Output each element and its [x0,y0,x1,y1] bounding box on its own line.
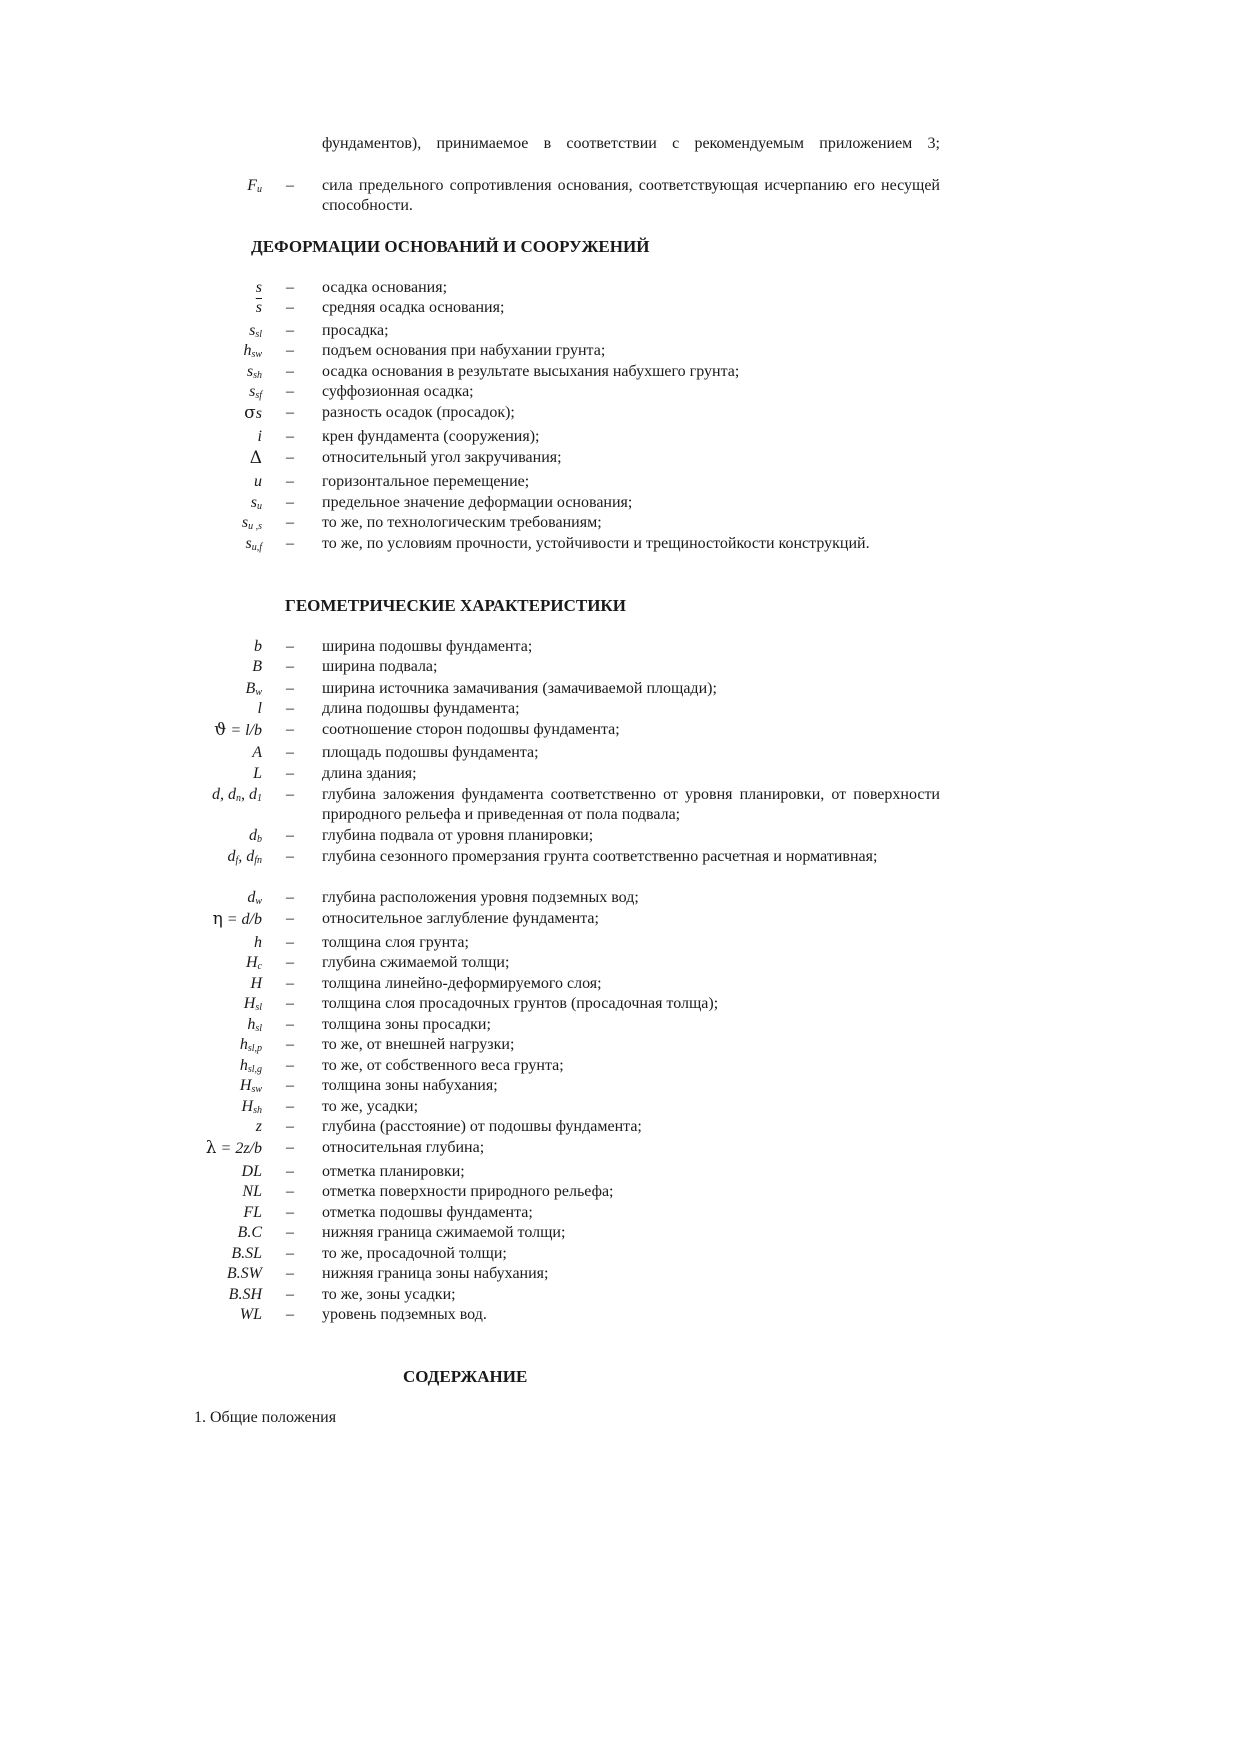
definition-row [180,974,940,994]
symbol: $h_{sl,g}$ [239,1057,262,1075]
dash: – [286,700,294,717]
definition-text: ширина источника замачивания (замачиваемой площади); [322,680,717,697]
definition-text: толщина зоны просадки; [322,1016,491,1033]
dash: – [286,177,294,194]
dash: – [286,848,294,865]
symbol: $d_f$, $d_{fn}$ [227,848,262,866]
definition-text: осадка основания; [322,279,448,296]
definition-text: толщина слоя грунта; [322,934,469,951]
definition-row [180,1097,940,1117]
symbol: l [257,700,262,717]
definition-text: толщина зоны набухания; [322,1077,498,1094]
dash: – [286,363,294,380]
dash: – [286,1306,294,1323]
definition-text: то же, просадочной толщи; [322,1245,507,1262]
definition-text: глубина расположения уровня подземных вод; [322,889,639,906]
symbol: η = d/b [212,909,262,929]
symbol: $h_{sw}$ [243,342,262,360]
definition-text: относительное заглубление фундамента; [322,910,599,927]
dash: – [286,658,294,675]
definition-row [180,679,940,699]
dash: – [286,680,294,697]
dash: – [286,954,294,971]
definition-row [180,1076,940,1096]
definition-row [180,427,940,447]
definition-row [180,176,940,216]
section-heading-deformations: ДЕФОРМАЦИИ ОСНОВАНИЙ И СООРУЖЕНИЙ [251,237,650,256]
dash: – [286,473,294,490]
definition-text: то же, усадки; [322,1098,419,1115]
dash: – [286,910,294,927]
definition-text: ширина подошвы фундамента; [322,638,533,655]
dash: – [286,1183,294,1200]
symbol: B.SW [226,1265,262,1282]
section-heading-geometry: ГЕОМЕТРИЧЕСКИЕ ХАРАКТЕРИСТИКИ [285,596,626,615]
dash: – [286,1204,294,1221]
definition-row [180,847,940,887]
definition-row [180,298,940,318]
dash: – [286,1016,294,1033]
dash: – [286,383,294,400]
symbol: $H_c$ [245,954,262,972]
symbol: $d_w$ [247,889,262,907]
symbol: B.SL [231,1245,262,1262]
symbol: $s_{u,f}$ [245,535,262,553]
symbol: $\overline{s}$ [255,299,262,316]
symbol: L [253,765,262,782]
dash: – [286,404,294,421]
dash: – [286,995,294,1012]
definition-text: горизонтальное перемещение; [322,473,530,490]
definition-row [180,1203,940,1223]
symbol: σs [244,403,262,423]
definition-text: глубина сезонного промерзания грунта соответственно расчетная и нормативная; [322,848,878,865]
dash: – [286,428,294,445]
definition-text: фундаментов), принимаемое в соответствии с рекомендуемым приложением 3; [322,135,940,152]
definition-text: площадь подошвы фундамента; [322,744,539,761]
symbol: A [252,744,262,761]
dash: – [286,322,294,339]
definition-row [180,933,940,953]
dash: – [286,1118,294,1135]
definition-row [180,743,940,763]
symbol: $h_{sl,p}$ [239,1036,262,1054]
contents-item[interactable]: 1. Общие положения [194,1409,337,1426]
dash: – [286,342,294,359]
symbol: z [255,1118,262,1135]
definition-text: глубина заложения фундамента соответственно от уровня планировки, от поверхности природного рельефа и приведенная от пола подвала; [322,786,940,823]
definition-row [180,657,940,677]
symbol: $h_{sl}$ [247,1016,262,1034]
definition-text: то же, от собственного веса грунта; [322,1057,564,1074]
dash: – [286,1077,294,1094]
definition-text: отметка поверхности природного рельефа; [322,1183,614,1200]
definition-row [180,278,940,298]
definition-row [180,1264,940,1284]
dash: – [286,535,294,552]
symbol: $s_{sf}$ [249,383,262,401]
definition-text: толщина линейно-деформируемого слоя; [322,975,602,992]
dash: – [286,786,294,803]
definition-row [180,826,940,846]
dash: – [286,494,294,511]
definition-text: то же, зоны усадки; [322,1286,456,1303]
symbol: FL [243,1204,262,1221]
dash: – [286,765,294,782]
definition-row [180,321,940,341]
definition-text: уровень подземных вод. [322,1306,487,1323]
definition-text: отметка подошвы фундамента; [322,1204,533,1221]
symbol: d, $d_n$, $d_1$ [212,786,262,804]
definition-text: ширина подвала; [322,658,438,675]
definition-text: крен фундамента (сооружения); [322,428,540,445]
symbol: $s_{u ,s}$ [241,514,262,532]
definition-row [180,1244,940,1264]
symbol: λ = 2z/b [205,1138,262,1158]
definition-text: длина подошвы фундамента; [322,700,520,717]
definition-text: относительный угол закручивания; [322,449,562,466]
definition-row [180,1182,940,1202]
dash: – [286,721,294,738]
symbol: ϑ = l/b [214,720,262,740]
definition-row [180,493,940,513]
symbol: s [255,279,262,296]
definition-text: предельное значение деформации основания; [322,494,633,511]
definition-text: сила предельного сопротивления основания, соответствующая исчерпанию его несущей способности. [322,177,940,214]
dash: – [286,638,294,655]
definition-row [180,534,940,574]
dash: – [286,1286,294,1303]
definition-text: разность осадок (просадок); [322,404,515,421]
definition-row [180,994,940,1014]
definition-row [180,472,940,492]
dash: – [286,827,294,844]
definition-text: нижняя граница зоны набухания; [322,1265,549,1282]
definition-text: то же, по условиям прочности, устойчивости и трещиностойкости конструкций. [322,535,870,552]
definition-row [180,909,940,929]
symbol: $H_{sl}$ [243,995,262,1013]
definition-row [180,513,940,533]
symbol: H [250,975,262,992]
dash: – [286,449,294,466]
dash: – [286,1057,294,1074]
dash: – [286,514,294,531]
symbol: $s_u$ [250,494,262,512]
definition-text: подъем основания при набухании грунта; [322,342,606,359]
symbol: $s_{sh}$ [246,363,262,381]
symbol: $d_b$ [249,827,262,845]
definition-row [180,699,940,719]
definition-row [180,720,940,740]
dash: – [286,1265,294,1282]
definition-text: осадка основания в результате высыхания набухшего грунта; [322,363,740,380]
symbol: u [254,473,262,490]
dash: – [286,299,294,316]
definition-text: длина здания; [322,765,417,782]
definition-text: глубина (расстояние) от подошвы фундамента; [322,1118,642,1135]
definition-row [180,1162,940,1182]
definition-text: то же, по технологическим требованиям; [322,514,602,531]
definition-text: глубина подвала от уровня планировки; [322,827,594,844]
symbol: $s_{sl}$ [249,322,262,340]
symbol: i [257,428,262,445]
definition-row [180,362,940,382]
definition-text: нижняя граница сжимаемой толщи; [322,1224,566,1241]
symbol: $H_{sw}$ [239,1077,262,1095]
definition-row [180,888,940,908]
definition-text: относительная глубина; [322,1139,485,1156]
symbol: Δ [249,448,262,468]
definition-row [180,448,940,468]
definition-text: то же, от внешней нагрузки; [322,1036,515,1053]
definition-row [180,1285,940,1305]
dash: – [286,1245,294,1262]
definition-row [180,403,940,423]
symbol: $B_w$ [245,680,262,698]
definition-row [180,785,940,825]
definition-row [180,1117,940,1137]
definition-text: отметка планировки; [322,1163,465,1180]
definition-text: глубина сжимаемой толщи; [322,954,510,971]
symbol: B.C [237,1224,262,1241]
definition-row [180,637,940,657]
dash: – [286,744,294,761]
symbol: DL [241,1163,262,1180]
definition-text: суффозионная осадка; [322,383,474,400]
definition-text: толщина слоя просадочных грунтов (просадочная толща); [322,995,719,1012]
symbol: B.SH [228,1286,262,1303]
dash: – [286,889,294,906]
dash: – [286,975,294,992]
definition-text: средняя осадка основания; [322,299,505,316]
dash: – [286,279,294,296]
definition-row [180,382,940,402]
definition-text: просадка; [322,322,389,339]
definition-row [180,1305,940,1325]
symbol: $F_u$ [247,177,262,195]
symbol: b [254,638,262,655]
definition-row [180,1015,940,1035]
definition-row [180,1056,940,1076]
dash: – [286,1098,294,1115]
definition-row [180,1223,940,1243]
dash: – [286,934,294,951]
dash: – [286,1036,294,1053]
dash: – [286,1139,294,1156]
symbol: WL [239,1306,262,1323]
definition-row [180,764,940,784]
symbol: NL [242,1183,262,1200]
contents-heading: СОДЕРЖАНИЕ [403,1367,528,1386]
symbol: h [254,934,262,951]
dash: – [286,1163,294,1180]
definition-row [180,341,940,361]
symbol: $H_{sh}$ [241,1098,262,1116]
definition-row [180,1035,940,1055]
definition-text: соотношение сторон подошвы фундамента; [322,721,620,738]
symbol: B [252,658,262,675]
dash: – [286,1224,294,1241]
definition-row [180,134,940,174]
definition-row [180,1138,940,1158]
definition-row [180,953,940,973]
